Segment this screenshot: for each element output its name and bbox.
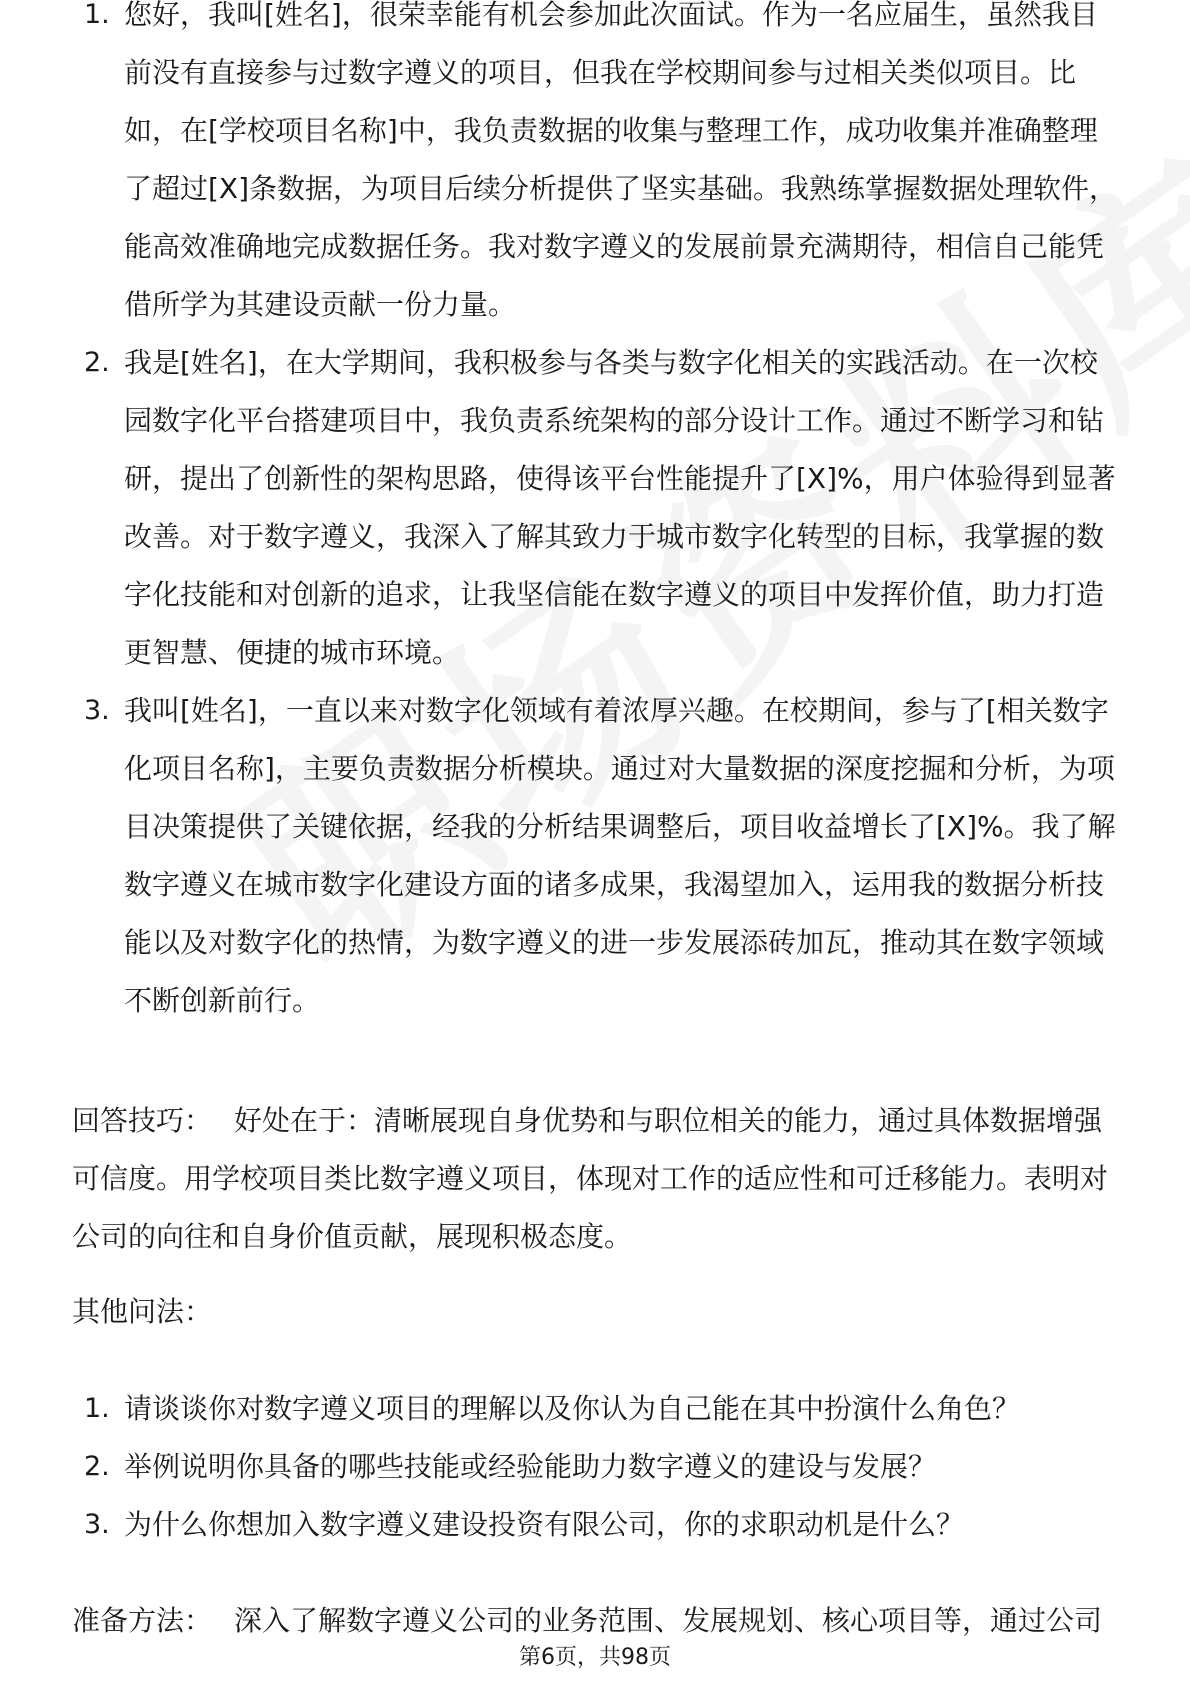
answer-tip [72, 1092, 1128, 1266]
list-number: 3. [84, 695, 110, 726]
list-number: 1. [84, 0, 110, 30]
question-text: 为什么你想加入数字遵义建设投资有限公司，你的求职动机是什么？ [124, 1508, 965, 1541]
list-item [82, 682, 1122, 1030]
list-number: 2. [84, 1451, 110, 1482]
list-number: 1. [84, 1393, 110, 1424]
tip-text: 好处在于：清晰展现自身优势和与职位相关的能力，通过具体数据增强可信度。用学校项目类比数字遵义项目，体现对工作的适应性和可迁移能力。表明对公司的向往和自身价值贡献，展现积极态度。 [72, 1104, 1109, 1253]
question-text: 请谈谈你对数字遵义项目的理解以及你认为自己能在其中扮演什么角色？ [124, 1392, 1021, 1425]
prep-label: 准备方法： [72, 1604, 213, 1637]
list-item [82, 334, 1122, 682]
list-item [82, 1380, 1122, 1438]
question-text: 举例说明你具备的哪些技能或经验能助力数字遵义的建设与发展？ [124, 1450, 937, 1483]
prep-text: 深入了解数字遵义公司的业务范围、发展规划、核心项目等，通过公司 [234, 1604, 1103, 1637]
tip-label: 回答技巧： [72, 1104, 213, 1137]
answer-text: 您好，我叫[姓名]，很荣幸能有机会参加此次面试。作为一名应届生，虽然我目前没有直接参与过数字遵义的项目，但我在学校期间参与过相关类似项目。比如，在[学校项目名称]中，我负责数据的收集与整理工作，成功收集并准确整理了超过[X]条数据，为项目后续分析提供了坚实基础。我熟练掌握数据处理软件，能高效准确地完成数据任务。我对数字遵义的发展前景充满期待，相信自己能凭借所学为其建设贡献一份力量。 [124, 0, 1118, 321]
list-item [82, 0, 1122, 334]
list-item [82, 1496, 1122, 1554]
other-questions-list [82, 1380, 1122, 1554]
answer-text: 我是[姓名]，在大学期间，我积极参与各类与数字化相关的实践活动。在一次校园数字化平台搭建项目中，我负责系统架构的部分设计工作。通过不断学习和钻研，提出了创新性的架构思路，使得该平台性能提升了[X]%，用户体验得到显著改善。对于数字遵义，我深入了解其致力于城市数字化转型的目标，我掌握的数字化技能和对创新的追求，让我坚信能在数字遵义的项目中发挥价值，助力打造更智慧、便捷的城市环境。 [124, 346, 1116, 669]
list-number: 3. [84, 1509, 110, 1540]
list-item [82, 1438, 1122, 1496]
page-number: 第6页，共98页 [519, 1645, 671, 1670]
list-number: 2. [84, 347, 110, 378]
answer-text: 我叫[姓名]，一直以来对数字化领域有着浓厚兴趣。在校期间，参与了[相关数字化项目名称]，主要负责数据分析模块。通过对大量数据的深度挖掘和分析，为项目决策提供了关键依据，经我的分析结果调整后，项目收益增长了[X]%。我了解数字遵义在城市数字化建设方面的诸多成果，我渴望加入，运用我的数据分析技能以及对数字化的热情，为数字遵义的进一步发展添砖加瓦，推动其在数字领域不断创新前行。 [124, 694, 1116, 1017]
other-questions-title: 其他问法： [72, 1295, 213, 1328]
answer-list [82, 0, 1122, 1030]
